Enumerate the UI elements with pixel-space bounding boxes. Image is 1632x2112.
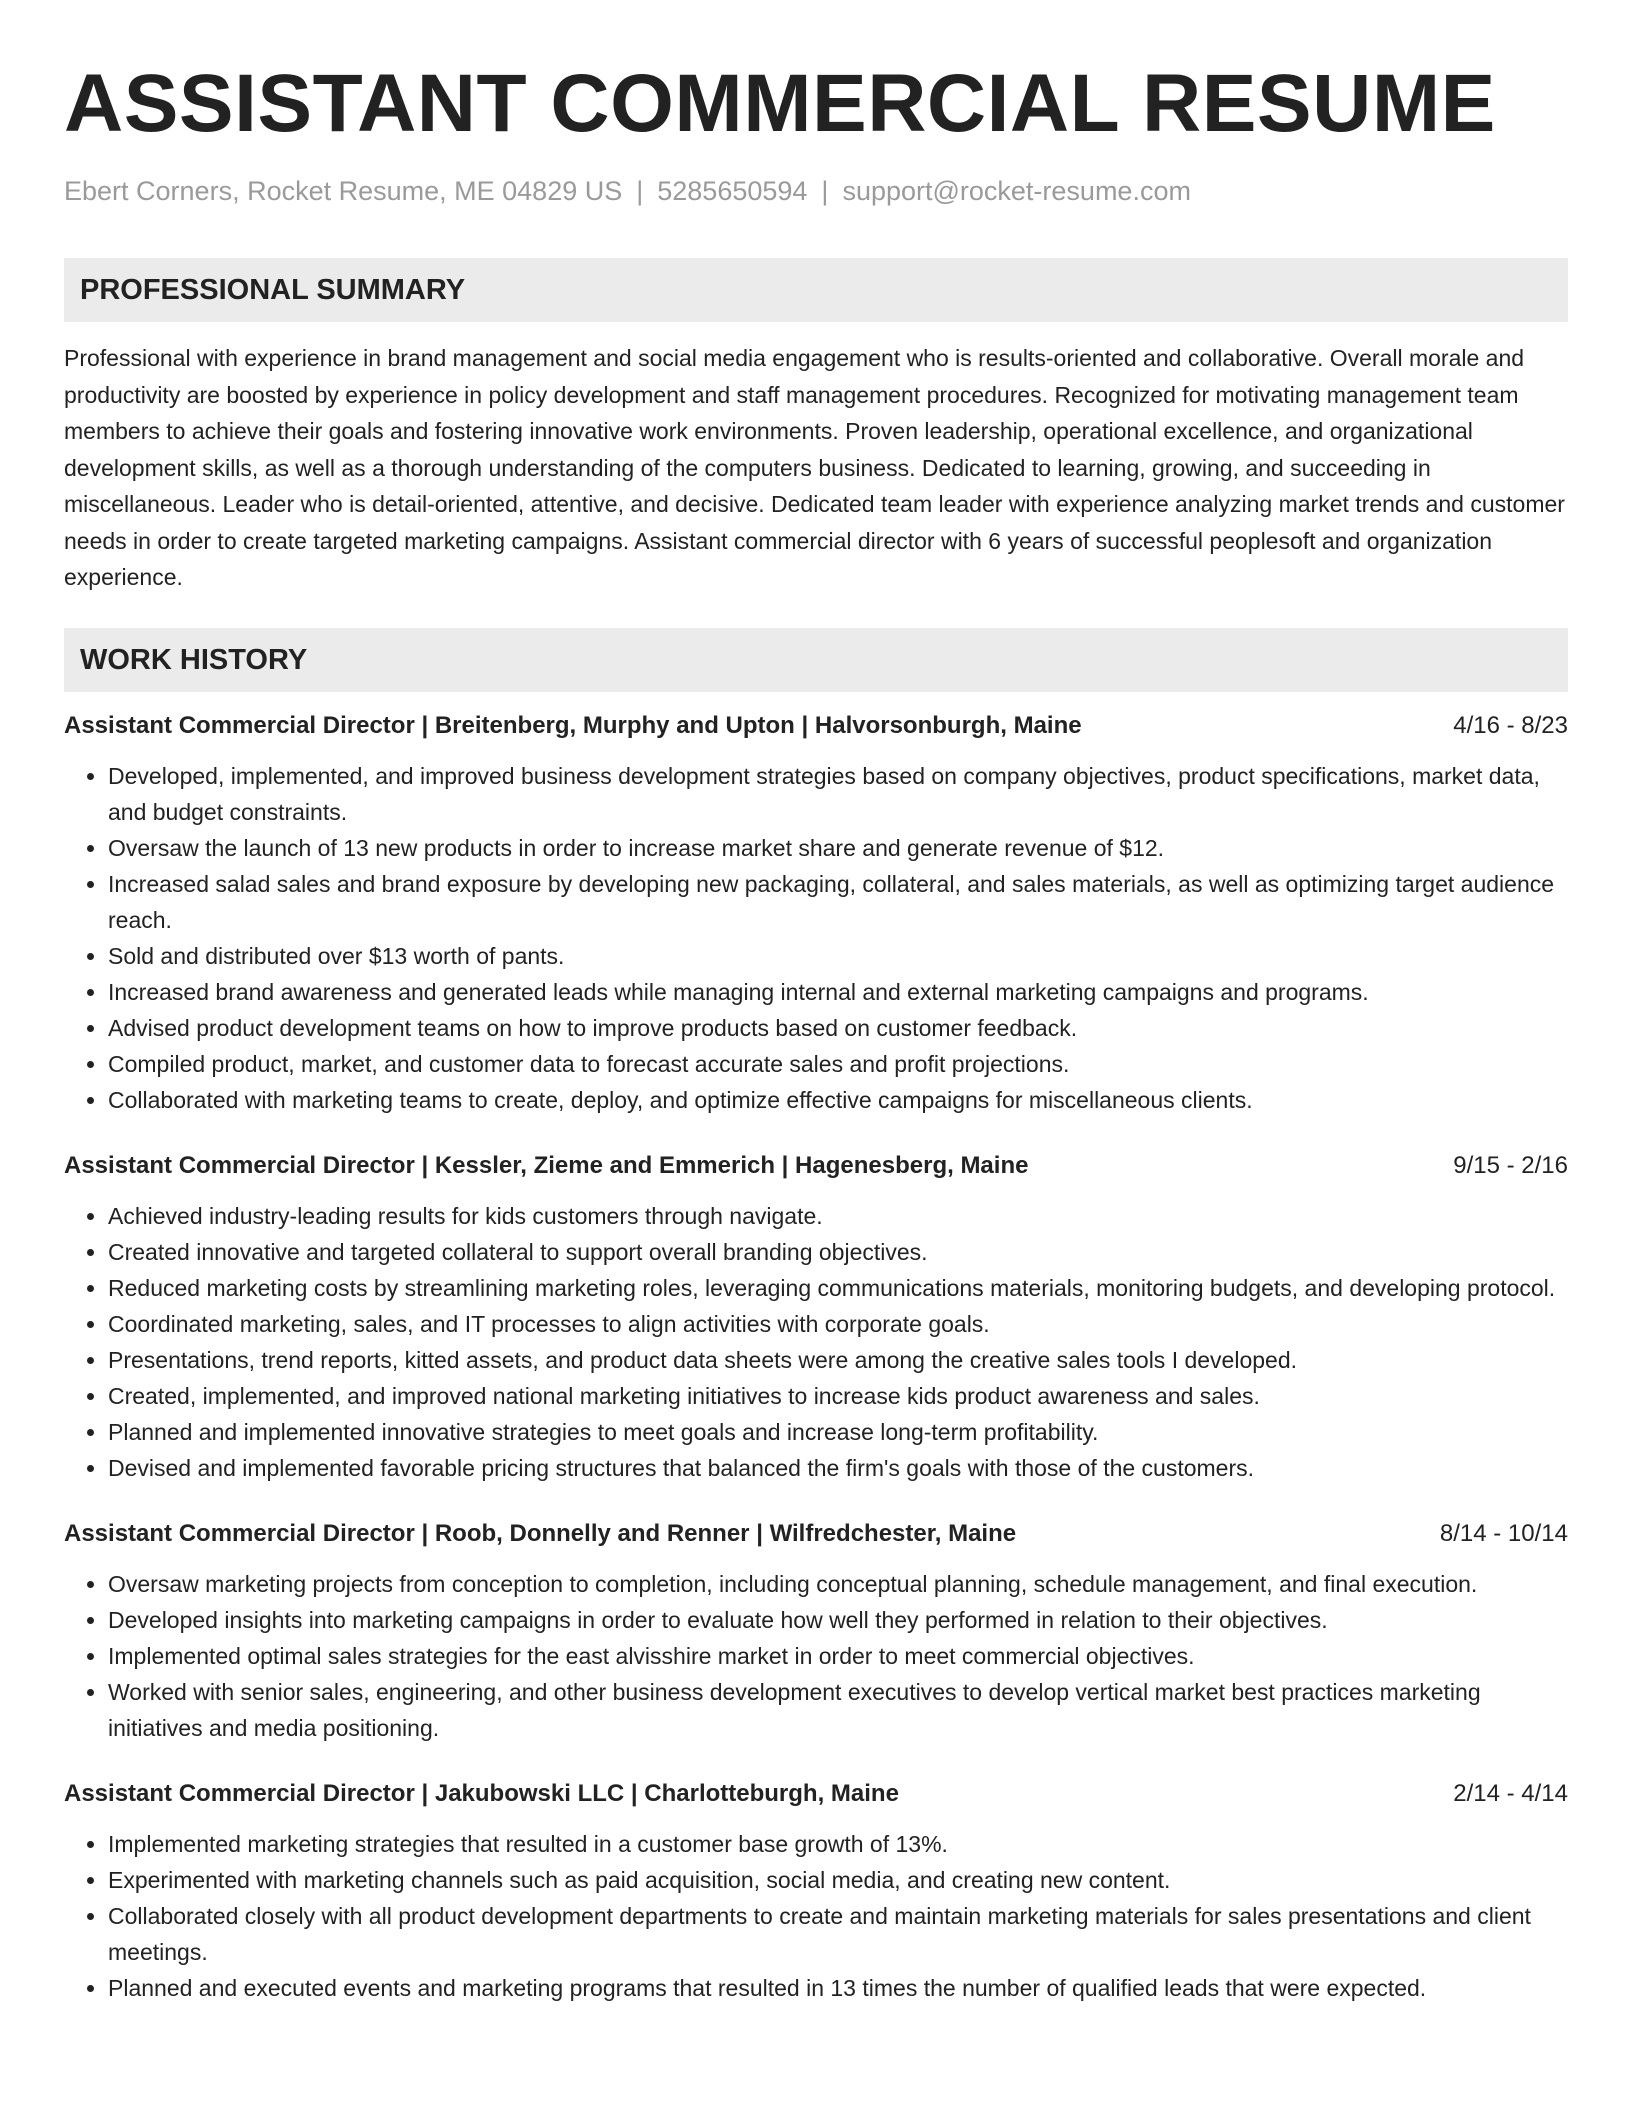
job-title: Assistant Commercial Director | Jakubowski LLC | Charlotteburgh, Maine	[64, 1779, 899, 1807]
job-header	[64, 1148, 1568, 1184]
job-bullet: • Increased salad sales and brand exposure by developing new packaging, collateral, and sales materials, as well as optimizing target audience reach.	[108, 866, 1568, 938]
contact-line	[64, 174, 1568, 208]
job-bullet: • Oversaw marketing projects from conception to completion, including conceptual planning, schedule management, and final execution.	[108, 1566, 1568, 1602]
job-header	[64, 708, 1568, 744]
job-entry	[64, 1148, 1568, 1486]
job-bullet: • Presentations, trend reports, kitted assets, and product data sheets were among the creative sales tools I developed.	[108, 1342, 1568, 1378]
summary-text: Professional with experience in brand management and social media engagement who is results-oriented and collaborative. Overall morale and productivity are boosted by experience in policy development and staff management procedures. Recognized for motivating management team members to achieve their goals and fostering innovative work environments. Proven leadership, operational excellence, and organizational development skills, as well as a thorough understanding of the computers business. Dedicated to learning, growing, and succeeding in miscellaneous. Leader who is detail-oriented, attentive, and decisive. Dedicated team leader with experience analyzing market trends and customer needs in order to create targeted marketing campaigns. Assistant commercial director with 6 years of successful peoplesoft and organization experience.	[64, 345, 1565, 590]
job-header	[64, 1516, 1568, 1552]
job-dates: 4/16 - 8/23	[1453, 711, 1568, 739]
job-bullet: • Worked with senior sales, engineering, and other business development executives to develop vertical market best practices marketing initiatives and media positioning.	[108, 1674, 1568, 1746]
section-header-work-history: WORK HISTORY	[64, 628, 1568, 692]
contact-phone: 5285650594	[657, 176, 808, 206]
job-bullet: • Implemented optimal sales strategies for the east alvisshire market in order to meet commercial objectives.	[108, 1638, 1568, 1674]
contact-email: support@rocket-resume.com	[842, 176, 1191, 206]
section-header-summary: PROFESSIONAL SUMMARY	[64, 258, 1568, 322]
job-bullet: • Planned and executed events and marketing programs that resulted in 13 times the number of qualified leads that were expected.	[108, 1970, 1568, 2006]
job-bullets	[64, 1198, 1568, 1486]
job-bullet: • Oversaw the launch of 13 new products in order to increase market share and generate revenue of $12.	[108, 830, 1568, 866]
job-bullet: • Advised product development teams on how to improve products based on customer feedback.	[108, 1010, 1568, 1046]
job-bullet: • Increased brand awareness and generated leads while managing internal and external marketing campaigns and programs.	[108, 974, 1568, 1010]
job-title: Assistant Commercial Director | Breitenberg, Murphy and Upton | Halvorsonburgh, Maine	[64, 711, 1082, 739]
contact-separator: |	[821, 176, 829, 206]
contact-separator: |	[636, 176, 644, 206]
job-bullet: • Reduced marketing costs by streamlining marketing roles, leveraging communications materials, monitoring budgets, and developing protocol.	[108, 1270, 1568, 1306]
resume-title: ASSISTANT COMMERCIAL RESUME	[64, 58, 1496, 149]
job-bullets	[64, 758, 1568, 1118]
job-title: Assistant Commercial Director | Kessler, Zieme and Emmerich | Hagenesberg, Maine	[64, 1151, 1029, 1179]
job-bullet: • Experimented with marketing channels such as paid acquisition, social media, and creating new content.	[108, 1862, 1568, 1898]
job-bullet: • Achieved industry-leading results for kids customers through navigate.	[108, 1198, 1568, 1234]
job-dates: 9/15 - 2/16	[1453, 1151, 1568, 1179]
job-bullet: • Created, implemented, and improved national marketing initiatives to increase kids product awareness and sales.	[108, 1378, 1568, 1414]
job-header	[64, 1776, 1568, 1812]
job-bullet: • Created innovative and targeted collateral to support overall branding objectives.	[108, 1234, 1568, 1270]
job-bullet: • Collaborated with marketing teams to create, deploy, and optimize effective campaigns for miscellaneous clients.	[108, 1082, 1568, 1118]
job-dates: 2/14 - 4/14	[1453, 1779, 1568, 1807]
job-bullet: • Devised and implemented favorable pricing structures that balanced the firm's goals with those of the customers.	[108, 1450, 1568, 1486]
job-bullet: • Implemented marketing strategies that resulted in a customer base growth of 13%.	[108, 1826, 1568, 1862]
job-dates: 8/14 - 10/14	[1439, 1519, 1568, 1547]
job-bullet: • Developed insights into marketing campaigns in order to evaluate how well they performed in relation to their objectives.	[108, 1602, 1568, 1638]
job-entry	[64, 708, 1568, 1118]
job-entry	[64, 1516, 1568, 1746]
job-title: Assistant Commercial Director | Roob, Donnelly and Renner | Wilfredchester, Maine	[64, 1519, 1017, 1547]
job-bullets	[64, 1566, 1568, 1746]
job-bullets	[64, 1826, 1568, 2006]
job-entry	[64, 1776, 1568, 2006]
job-bullet: • Developed, implemented, and improved business development strategies based on company objectives, product specifications, market data, and budget constraints.	[108, 758, 1568, 830]
contact-address: Ebert Corners, Rocket Resume, ME 04829 US	[64, 176, 623, 206]
job-bullet: • Collaborated closely with all product development departments to create and maintain marketing materials for sales presentations and client meetings.	[108, 1898, 1568, 1970]
job-bullet: • Compiled product, market, and customer data to forecast accurate sales and profit projections.	[108, 1046, 1568, 1082]
job-bullet: • Sold and distributed over $13 worth of pants.	[108, 938, 1568, 974]
job-bullet: • Coordinated marketing, sales, and IT processes to align activities with corporate goals.	[108, 1306, 1568, 1342]
job-bullet: • Planned and implemented innovative strategies to meet goals and increase long-term profitability.	[108, 1414, 1568, 1450]
